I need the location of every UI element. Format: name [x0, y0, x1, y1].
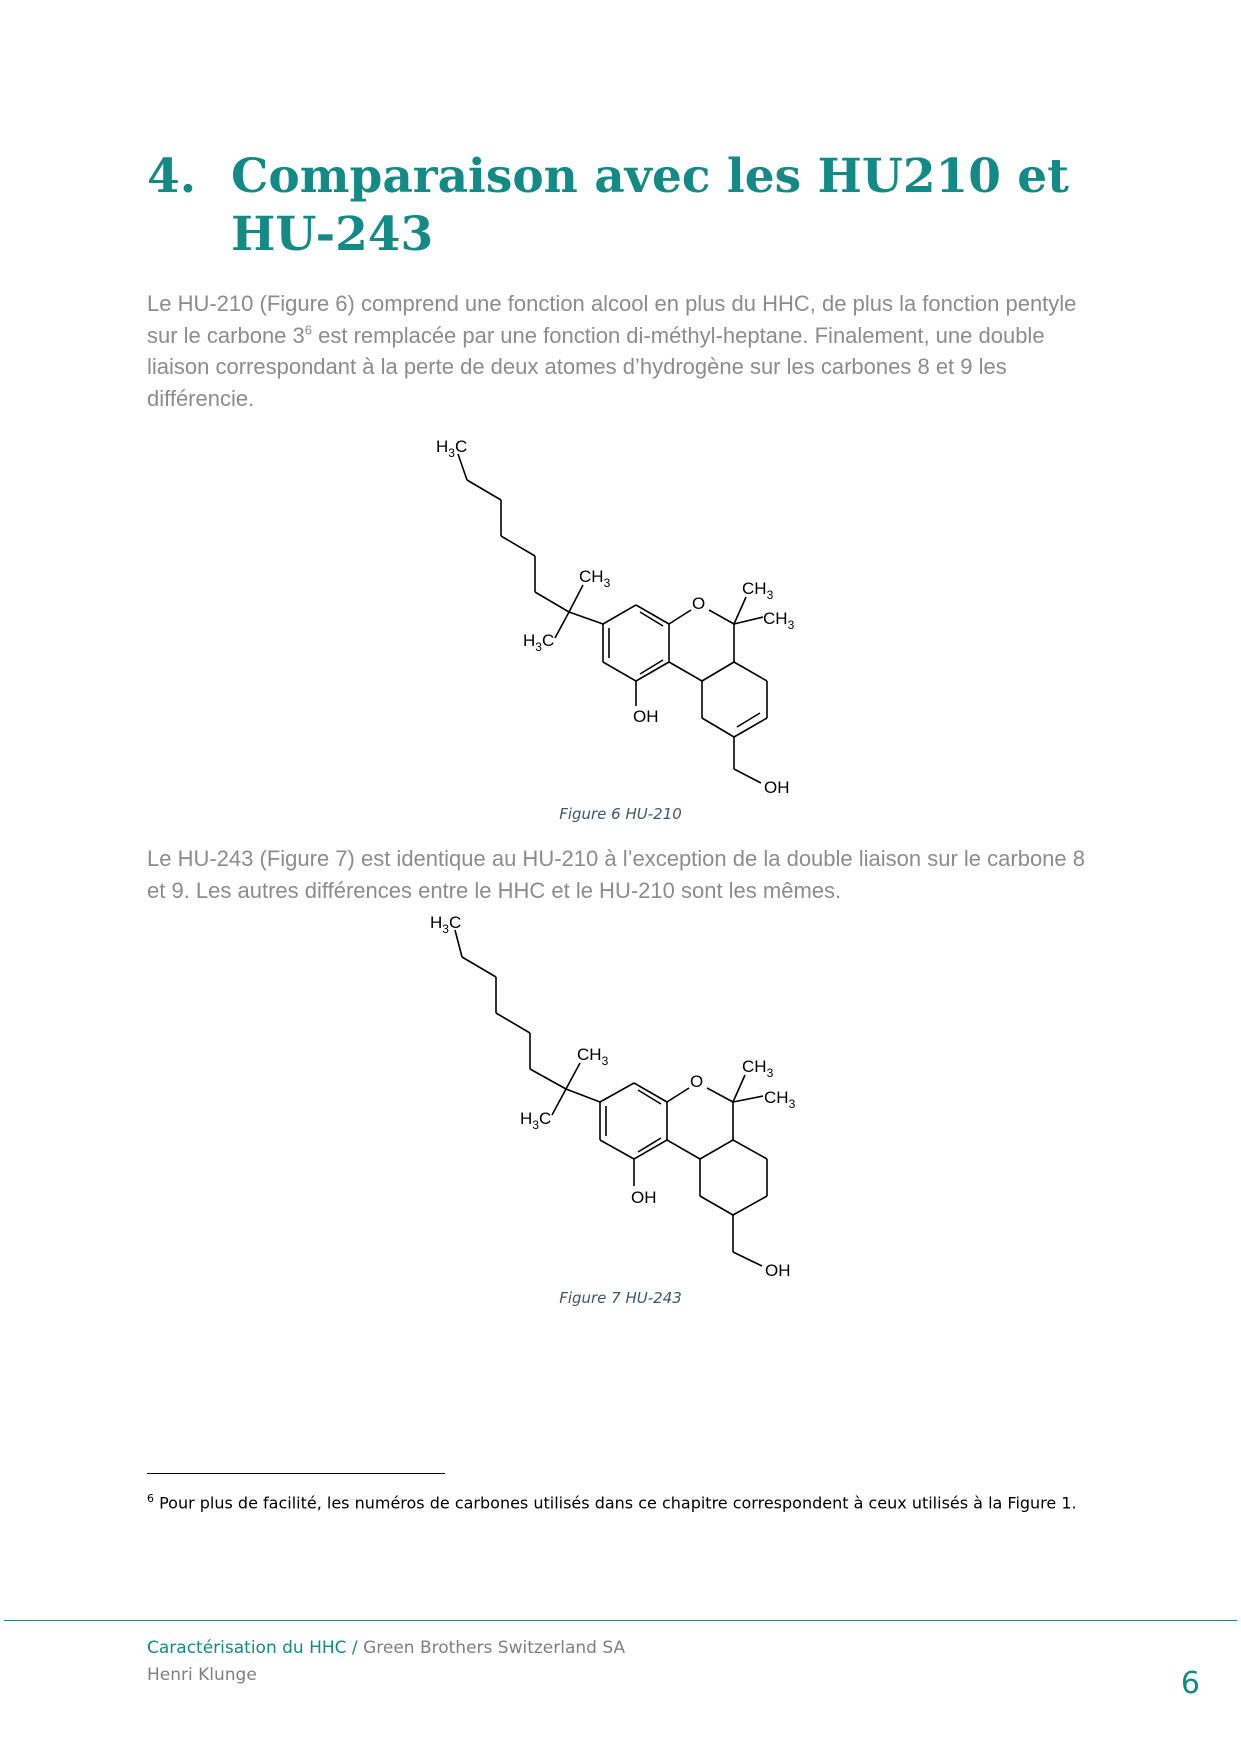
hu243-h3c-top: $H_3C$ [430, 913, 462, 936]
hu243-oxygen: O [690, 1072, 704, 1091]
footnote-reference[interactable]: 6 [304, 322, 312, 338]
footer-author: Henri Klunge [147, 1665, 257, 1685]
hu210-ch3-b: $CH_3$ [763, 609, 795, 632]
footer-document-line [147, 1638, 625, 1658]
footer-organization: Green Brothers Switzerland SA [363, 1638, 626, 1658]
paragraph-hu243: Le HU-243 (Figure 7) est identique au HU-210 à l’exception de la double liaison sur le carbone 8 et 9. Les autres différences entre le HHC et le HU-210 sont les mêmes. [147, 846, 1085, 903]
footer-divider [4, 1620, 1237, 1621]
footnote [147, 1486, 1087, 1516]
hu210-ch3-side: $CH_3$ [579, 567, 611, 590]
paragraph-hu210-part1: Le HU-210 (Figure 6) comprend une fonction alcool en plus du HHC, de plus la fonction pentyle sur le carbone 3 [147, 291, 1077, 348]
figure-7-caption: Figure 7 HU-243 [559, 1289, 682, 1307]
footer-separator: / [346, 1638, 364, 1658]
hu243-h3c-side: $H_3C$ [520, 1109, 552, 1132]
footer-document-title: Caractérisation du HHC [147, 1638, 347, 1658]
footnote-separator [147, 1473, 445, 1474]
section-number: 4. [147, 149, 197, 204]
paragraph-hu210-part2: est remplacée par une fonction di-méthyl-heptane. Finalement, une double liaison correspondant à la perte de deux atomes d’hydrogène sur les carbones 8 et 9 les différencie. [147, 322, 1045, 411]
footnote-number: 6 [147, 1492, 154, 1505]
hu243-ch3-side: $CH_3$ [577, 1045, 609, 1068]
hu243-bonds [455, 930, 767, 1266]
hu210-h3c-top: $H_3C$ [436, 437, 468, 460]
hu210-ch3-a: $CH_3$ [742, 579, 774, 602]
hu210-h3c-side: $H_3C$ [523, 631, 555, 654]
section-title: Comparaison avec les HU210 et HU-243 [231, 149, 1069, 262]
page-number: 6 [1180, 1666, 1200, 1701]
hu210-oh-phenol: OH [633, 707, 659, 726]
hu243-oh-alcohol: OH [765, 1261, 791, 1280]
hu243-ch3-a: $CH_3$ [742, 1057, 774, 1080]
hu210-oxygen: O [692, 594, 706, 613]
hu210-oh-alcohol: OH [764, 778, 790, 797]
hu243-ch3-b: $CH_3$ [764, 1088, 796, 1111]
hu243-oh-phenol: OH [631, 1188, 657, 1207]
footnote-text: Pour plus de facilité, les numéros de carbones utilisés dans ce chapitre correspondent à ceux utilisés à la Figure 1. [154, 1493, 1077, 1513]
figure-6-caption: Figure 6 HU-210 [559, 805, 682, 823]
